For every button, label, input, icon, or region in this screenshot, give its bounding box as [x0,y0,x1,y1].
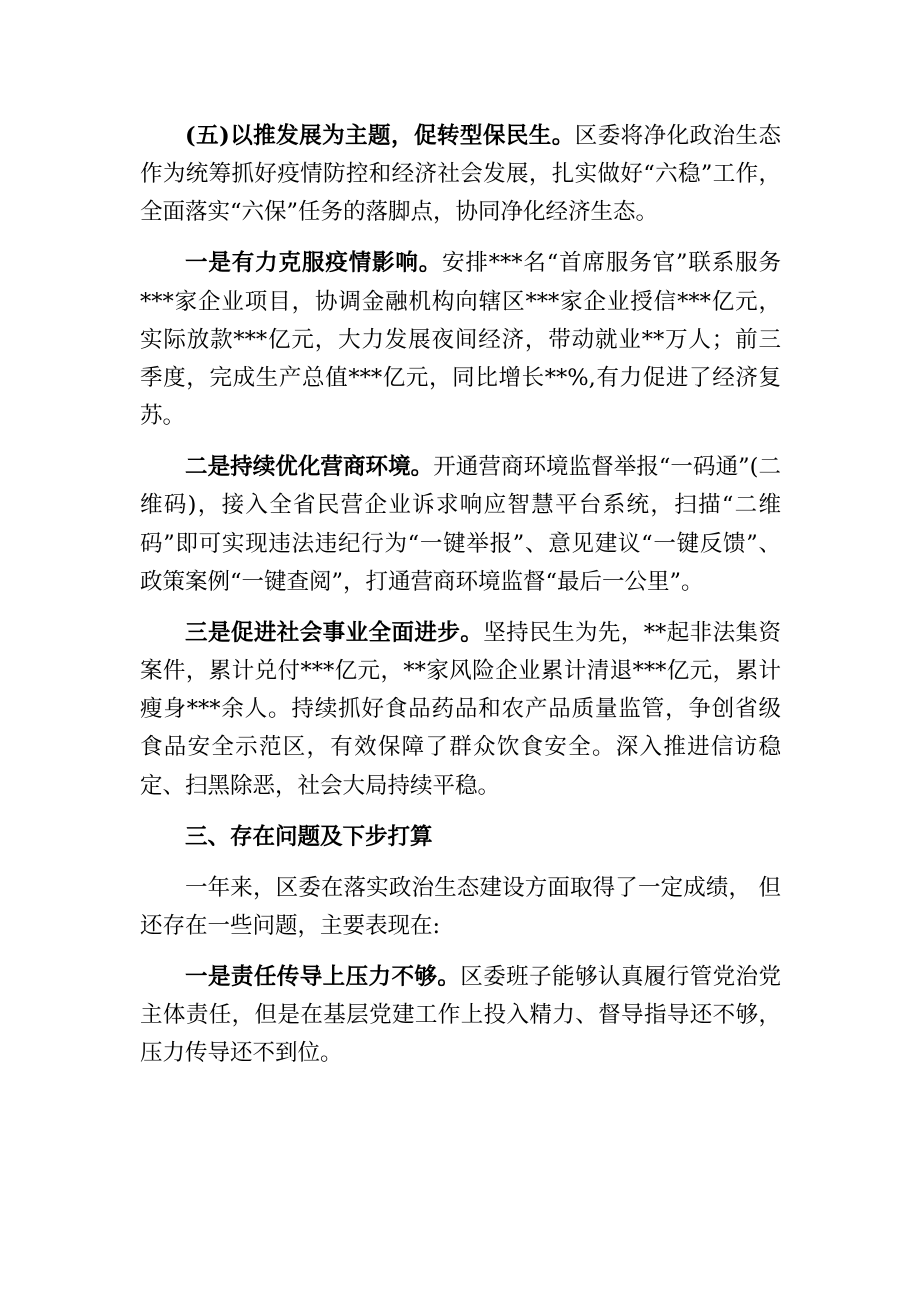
paragraph-body: 坚持民生为先，**起非法集资案件，累计兑付***亿元，**家风险企业累计清退***亿元，累计瘦身***余人。持续抓好食品药品和农产品质量监管，争创省级食品安全示范区，有效保障了群众饮食安全。深入推进信访稳定、扫黑除恶，社会大局持续平稳。 [140,619,781,799]
paragraph-body: 区委将净化政治生态作为统筹抓好疫情防控和经济社会发展，扎实做好“六稳”工作，全面落实“六保”任务的落脚点，协同净化经济生态。 [140,123,781,226]
document-page [140,117,781,1085]
paragraph-lead: 二是持续优化营商环境。 [185,454,434,481]
paragraph-lead: 一是责任传导上压力不够。 [185,963,461,990]
paragraph-lead: 一是有力克服疫情影响。 [185,250,443,277]
paragraph-body: 区委班子能够认真履行管党治党主体责任，但是在基层党建工作上投入精力、督导指导还不够，压力传导还不到位。 [140,963,781,1067]
paragraph-lead: 三是促进社会事业全面进步。 [185,619,484,646]
paragraph-body: 安排***名“首席服务官”联系服务***家企业项目，协调金融机构向辖区***家企业授信***亿元，实际放款***亿元，大力发展夜间经济，带动就业**万人；前三季度，完成生产总值***亿元，同比增长**%,有力促进了经济复苏。 [140,250,781,430]
paragraph-business-environment [140,448,781,601]
paragraph-lead: (五)以推发展为主题，促转型保民生。 [185,123,575,149]
paragraph-intro-problems: 一年来，区委在落实政治生态建设方面取得了一定成绩， 但还存在一些问题，主要表现在: [140,874,781,939]
section-heading: 三、存在问题及下步打算 [185,823,433,850]
paragraph-responsibility-pressure [140,958,781,1073]
paragraph-body: 开通营商环境监督举报“一码通”(二维码)，接入全省民营企业诉求响应智慧平台系统，扫描“二维码”即可实现违法违纪行为“一键举报”、意见建议“一键反馈”、政策案例“一键查阅”，打通营商环境监督“最后一公里”。 [140,454,781,595]
paragraph-promote-development [140,117,781,232]
paragraph-social-progress [140,614,781,805]
paragraph-overcome-epidemic [140,244,781,435]
